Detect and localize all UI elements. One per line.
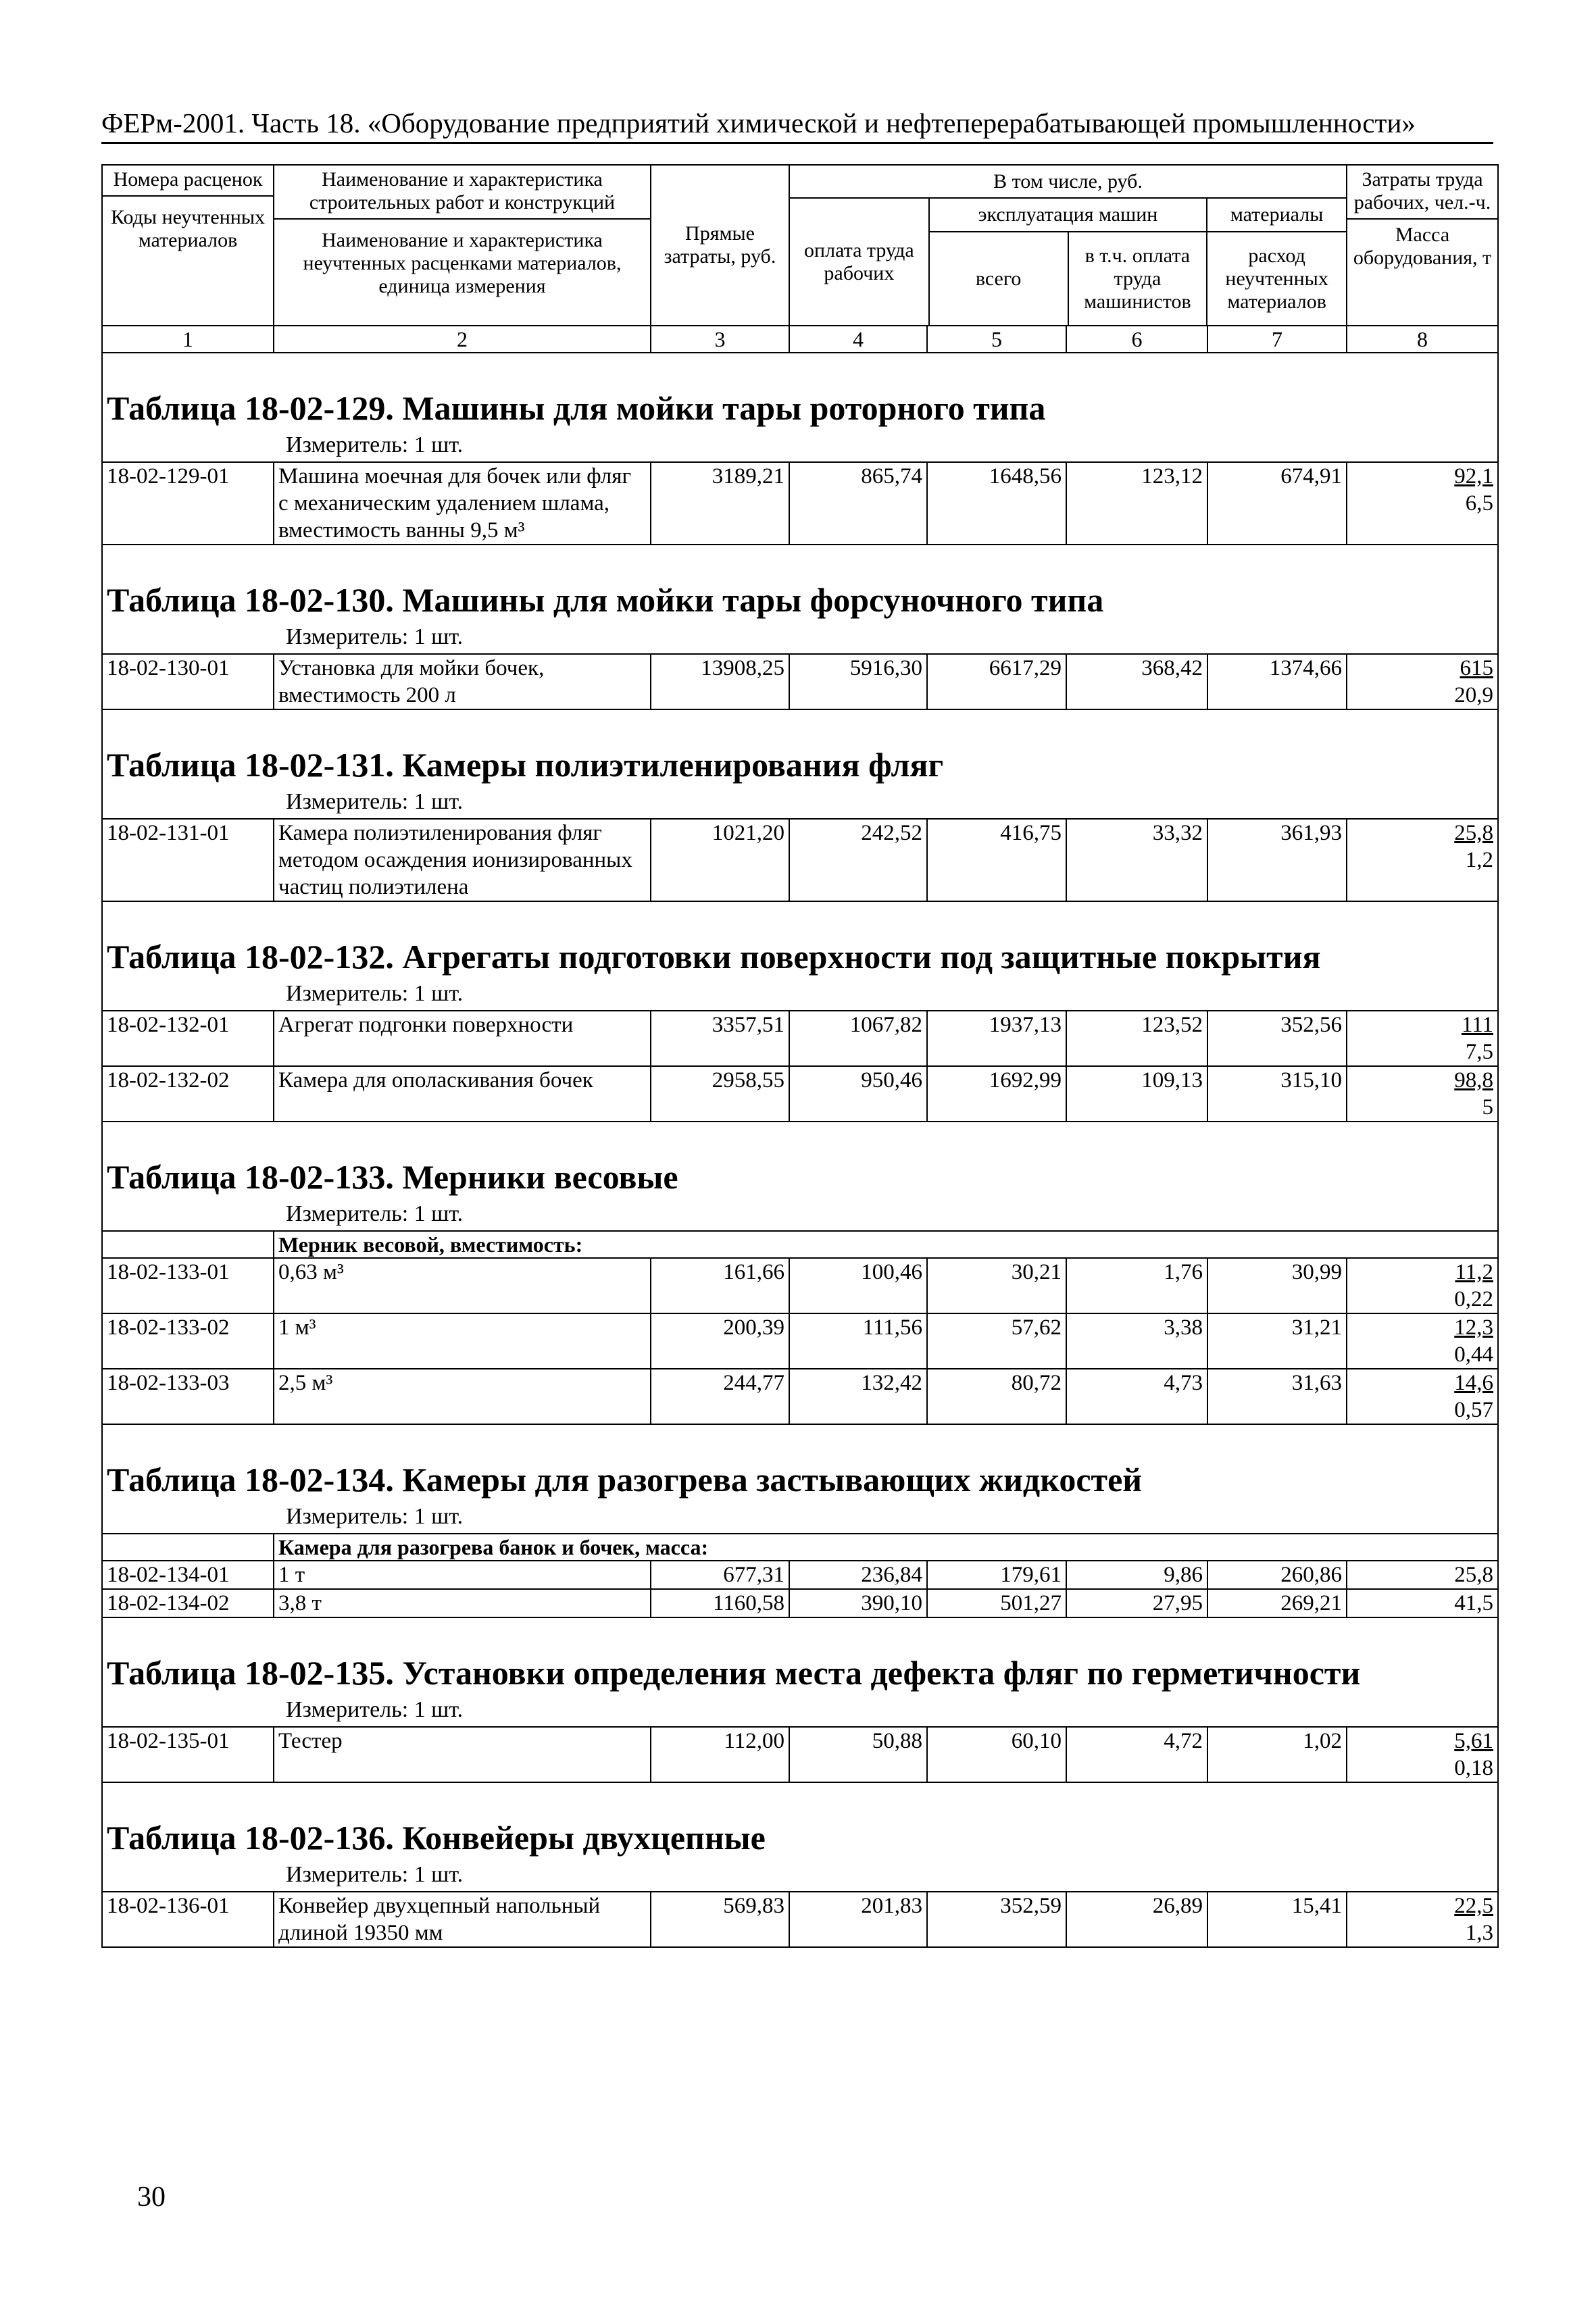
labor-value: 11,2 [1455, 1260, 1493, 1284]
materials: 15,41 [1207, 1892, 1347, 1947]
table-title: Таблица 18-02-130. Машины для мойки тары форсуночного типа [102, 545, 1498, 624]
labor-mass [1347, 1589, 1498, 1617]
table-title: Таблица 18-02-134. Камеры для разогрева застывающих жидкостей [102, 1424, 1498, 1503]
materials: 361,93 [1207, 819, 1347, 901]
machines-total: 1692,99 [927, 1066, 1066, 1122]
direct-costs: 2958,55 [651, 1066, 789, 1122]
labor-mass [1347, 1892, 1498, 1947]
table-row [102, 462, 1498, 545]
wages: 111,56 [789, 1313, 927, 1369]
table-row [102, 1011, 1498, 1066]
wages: 950,46 [789, 1066, 927, 1122]
machines-total: 501,27 [927, 1589, 1066, 1617]
heading-labor: Затраты труда рабочих, чел.-ч. [1347, 168, 1497, 220]
heading-incl-label: В том числе, руб. [790, 166, 1346, 198]
direct-costs: 13908,25 [651, 654, 789, 709]
wages: 390,10 [789, 1589, 927, 1617]
heading-wages: оплата труда рабочих [790, 198, 929, 325]
column-numbers-row [102, 326, 1498, 353]
column-number: 7 [1207, 326, 1347, 353]
labor-value: 25,8 [1454, 1563, 1493, 1587]
table-row [102, 1561, 1498, 1589]
work-name: 1 м³ [274, 1313, 651, 1369]
subheader: Мерник весовой, вместимость: [274, 1231, 1498, 1258]
unit-label: Измеритель: 1 шт. [286, 1201, 464, 1226]
work-name: Установка для мойки бочек, вместимость 200 л [274, 654, 651, 709]
labor-mass [1347, 819, 1498, 901]
unit-line [102, 1861, 1498, 1892]
labor-value: 41,5 [1454, 1591, 1493, 1615]
direct-costs: 161,66 [651, 1258, 789, 1313]
mass-value: 1,3 [1465, 1921, 1493, 1945]
direct-costs: 677,31 [651, 1561, 789, 1589]
wages: 1067,82 [789, 1011, 927, 1066]
labor-mass [1347, 462, 1498, 545]
work-name: Агрегат подгонки поверхности [274, 1011, 651, 1066]
column-number: 3 [651, 326, 789, 353]
rate-code: 18-02-129-01 [102, 462, 274, 545]
machines-total: 1648,56 [927, 462, 1066, 545]
labor-mass [1347, 1313, 1498, 1369]
unit-label: Измеритель: 1 шт. [286, 1697, 464, 1722]
labor-mass [1347, 1066, 1498, 1122]
labor-mass [1347, 1258, 1498, 1313]
heading-work-name: Наименование и характеристика строительных работ и конструкций [274, 168, 650, 220]
mass-value: 7,5 [1465, 1040, 1493, 1064]
labor-mass [1347, 654, 1498, 709]
heading-material-name: Наименование и характеристика неучтенных расценками материалов, единица измерения [303, 229, 622, 297]
heading-codes [102, 165, 274, 326]
rate-code: 18-02-134-01 [102, 1561, 274, 1589]
heading-material-codes: Коды неучтенных материалов [111, 206, 265, 251]
machines-total: 57,62 [927, 1313, 1066, 1369]
table-title: Таблица 18-02-132. Агрегаты подготовки поверхности под защитные покрытия [102, 901, 1498, 980]
labor-value: 5,61 [1454, 1729, 1493, 1753]
wages: 5916,30 [789, 654, 927, 709]
labor-value: 14,6 [1454, 1371, 1493, 1395]
work-name: 1 т [274, 1561, 651, 1589]
unit-line [102, 788, 1498, 819]
machines-total: 352,59 [927, 1892, 1066, 1947]
column-number: 4 [789, 326, 927, 353]
heading-material-use: расход неучтенных материалов [1225, 244, 1328, 313]
mass-value: 5 [1482, 1095, 1493, 1120]
wages: 201,83 [789, 1892, 927, 1947]
table-row [102, 1066, 1498, 1122]
machinist-wages: 123,12 [1066, 462, 1207, 545]
heading-materials: материалы [1207, 198, 1346, 232]
table-row [102, 1727, 1498, 1782]
machinist-wages: 26,89 [1066, 1892, 1207, 1947]
table-row [102, 1589, 1498, 1617]
direct-costs: 569,83 [651, 1892, 789, 1947]
heading-mass: Масса оборудования, т [1353, 224, 1492, 269]
materials: 674,91 [1207, 462, 1347, 545]
machines-total: 6617,29 [927, 654, 1066, 709]
table-row [102, 1892, 1498, 1947]
direct-costs: 244,77 [651, 1369, 789, 1424]
heading-machinist-wages: в т.ч. оплата труда машинистов [1068, 232, 1207, 325]
wages: 100,46 [789, 1258, 927, 1313]
labor-value: 25,8 [1454, 821, 1493, 845]
labor-mass [1347, 1727, 1498, 1782]
unit-label: Измеритель: 1 шт. [286, 981, 464, 1006]
unit-line [102, 432, 1498, 462]
machinist-wages: 109,13 [1066, 1066, 1207, 1122]
work-name: Тестер [274, 1727, 651, 1782]
subheader-blank [102, 1534, 274, 1561]
rate-code: 18-02-131-01 [102, 819, 274, 901]
unit-line [102, 1503, 1498, 1534]
machinist-wages: 1,76 [1066, 1258, 1207, 1313]
wages: 242,52 [789, 819, 927, 901]
wages: 865,74 [789, 462, 927, 545]
table-title: Таблица 18-02-136. Конвейеры двухцепные [102, 1782, 1498, 1861]
materials: 30,99 [1207, 1258, 1347, 1313]
mass-value: 0,57 [1454, 1398, 1493, 1422]
rate-code: 18-02-130-01 [102, 654, 274, 709]
direct-costs: 3357,51 [651, 1011, 789, 1066]
rate-code: 18-02-133-02 [102, 1313, 274, 1369]
direct-costs: 3189,21 [651, 462, 789, 545]
labor-value: 615 [1460, 656, 1493, 680]
machinist-wages: 368,42 [1066, 654, 1207, 709]
mass-value: 0,44 [1454, 1342, 1493, 1367]
materials: 31,21 [1207, 1313, 1347, 1369]
rate-code: 18-02-132-02 [102, 1066, 274, 1122]
rate-code: 18-02-133-03 [102, 1369, 274, 1424]
machinist-wages: 27,95 [1066, 1589, 1207, 1617]
machines-total: 80,72 [927, 1369, 1066, 1424]
unit-line [102, 624, 1498, 654]
work-name: 2,5 м³ [274, 1369, 651, 1424]
mass-value: 1,2 [1465, 848, 1493, 872]
heading-rate-numbers: Номера расценок [103, 168, 273, 197]
wages: 236,84 [789, 1561, 927, 1589]
materials: 1,02 [1207, 1727, 1347, 1782]
labor-value: 22,5 [1454, 1894, 1493, 1918]
table-row [102, 819, 1498, 901]
materials: 31,63 [1207, 1369, 1347, 1424]
column-number: 6 [1066, 326, 1207, 353]
mass-value: 6,5 [1465, 491, 1493, 515]
unit-line [102, 1696, 1498, 1727]
table-row [102, 1313, 1498, 1369]
machinist-wages: 4,73 [1066, 1369, 1207, 1424]
unit-line [102, 1201, 1498, 1231]
table-row [102, 1258, 1498, 1313]
direct-costs: 112,00 [651, 1727, 789, 1782]
work-name: 3,8 т [274, 1589, 651, 1617]
wages: 50,88 [789, 1727, 927, 1782]
work-name: Камера для ополаскивания бочек [274, 1066, 651, 1122]
labor-value: 12,3 [1454, 1315, 1493, 1340]
unit-line [102, 980, 1498, 1011]
rate-code: 18-02-135-01 [102, 1727, 274, 1782]
unit-label: Измеритель: 1 шт. [286, 432, 464, 457]
column-number: 1 [102, 326, 274, 353]
mass-value: 0,18 [1454, 1756, 1493, 1780]
work-name: 0,63 м³ [274, 1258, 651, 1313]
unit-label: Измеритель: 1 шт. [286, 624, 464, 649]
labor-value: 98,8 [1454, 1068, 1493, 1092]
page-number: 30 [137, 2182, 166, 2213]
rate-code: 18-02-134-02 [102, 1589, 274, 1617]
labor-value: 92,1 [1454, 464, 1493, 488]
machines-total: 416,75 [927, 819, 1066, 901]
rate-code: 18-02-136-01 [102, 1892, 274, 1947]
table-title: Таблица 18-02-129. Машины для мойки тары роторного типа [102, 353, 1498, 432]
table-title: Таблица 18-02-133. Мерники весовые [102, 1122, 1498, 1201]
column-number: 8 [1347, 326, 1498, 353]
machinist-wages: 9,86 [1066, 1561, 1207, 1589]
machinist-wages: 123,52 [1066, 1011, 1207, 1066]
machinist-wages: 3,38 [1066, 1313, 1207, 1369]
labor-mass [1347, 1011, 1498, 1066]
table-row [102, 654, 1498, 709]
page-header: ФЕРм-2001. Часть 18. «Оборудование предприятий химической и нефтеперерабатывающей промышленности» [101, 107, 1493, 144]
machinist-wages: 33,32 [1066, 819, 1207, 901]
mass-value: 0,22 [1454, 1287, 1493, 1311]
work-name: Конвейер двухцепный напольный длиной 19350 мм [274, 1892, 651, 1947]
materials: 260,86 [1207, 1561, 1347, 1589]
table-title: Таблица 18-02-135. Установки определения места дефекта фляг по герметичности [102, 1617, 1498, 1696]
machines-total: 179,61 [927, 1561, 1066, 1589]
heading-total: всего [929, 232, 1068, 325]
labor-mass [1347, 1561, 1498, 1589]
unit-label: Измеритель: 1 шт. [286, 1862, 464, 1887]
materials: 269,21 [1207, 1589, 1347, 1617]
column-number: 5 [927, 326, 1066, 353]
column-number: 2 [274, 326, 651, 353]
rates-table [101, 164, 1499, 1948]
work-name: Камера полиэтиленирования фляг методом осаждения ионизированных частиц полиэтилена [274, 819, 651, 901]
heading-machines: эксплуатация машин [929, 198, 1207, 232]
table-title: Таблица 18-02-131. Камеры полиэтиленирования фляг [102, 709, 1498, 788]
direct-costs: 1021,20 [651, 819, 789, 901]
direct-costs: 1160,58 [651, 1589, 789, 1617]
table-row [102, 1369, 1498, 1424]
labor-mass [1347, 1369, 1498, 1424]
machines-total: 30,21 [927, 1258, 1066, 1313]
rate-code: 18-02-132-01 [102, 1011, 274, 1066]
machinist-wages: 4,72 [1066, 1727, 1207, 1782]
materials: 1374,66 [1207, 654, 1347, 709]
subheader: Камера для разогрева банок и бочек, масса: [274, 1534, 1498, 1561]
unit-label: Измеритель: 1 шт. [286, 1504, 464, 1529]
work-name: Машина моечная для бочек или фляг с механическим удалением шлама, вместимость ванны 9,5 м³ [274, 462, 651, 545]
heading-direct-costs: Прямые затраты, руб. [651, 165, 789, 326]
machines-total: 1937,13 [927, 1011, 1066, 1066]
heading-including [789, 165, 1347, 326]
subheader-blank [102, 1231, 274, 1258]
machines-total: 60,10 [927, 1727, 1066, 1782]
direct-costs: 200,39 [651, 1313, 789, 1369]
heading-names [274, 165, 651, 326]
heading-labor-mass [1347, 165, 1498, 326]
labor-value: 111 [1461, 1013, 1493, 1037]
unit-label: Измеритель: 1 шт. [286, 789, 464, 814]
mass-value: 20,9 [1454, 683, 1493, 707]
materials: 352,56 [1207, 1011, 1347, 1066]
rate-code: 18-02-133-01 [102, 1258, 274, 1313]
materials: 315,10 [1207, 1066, 1347, 1122]
wages: 132,42 [789, 1369, 927, 1424]
